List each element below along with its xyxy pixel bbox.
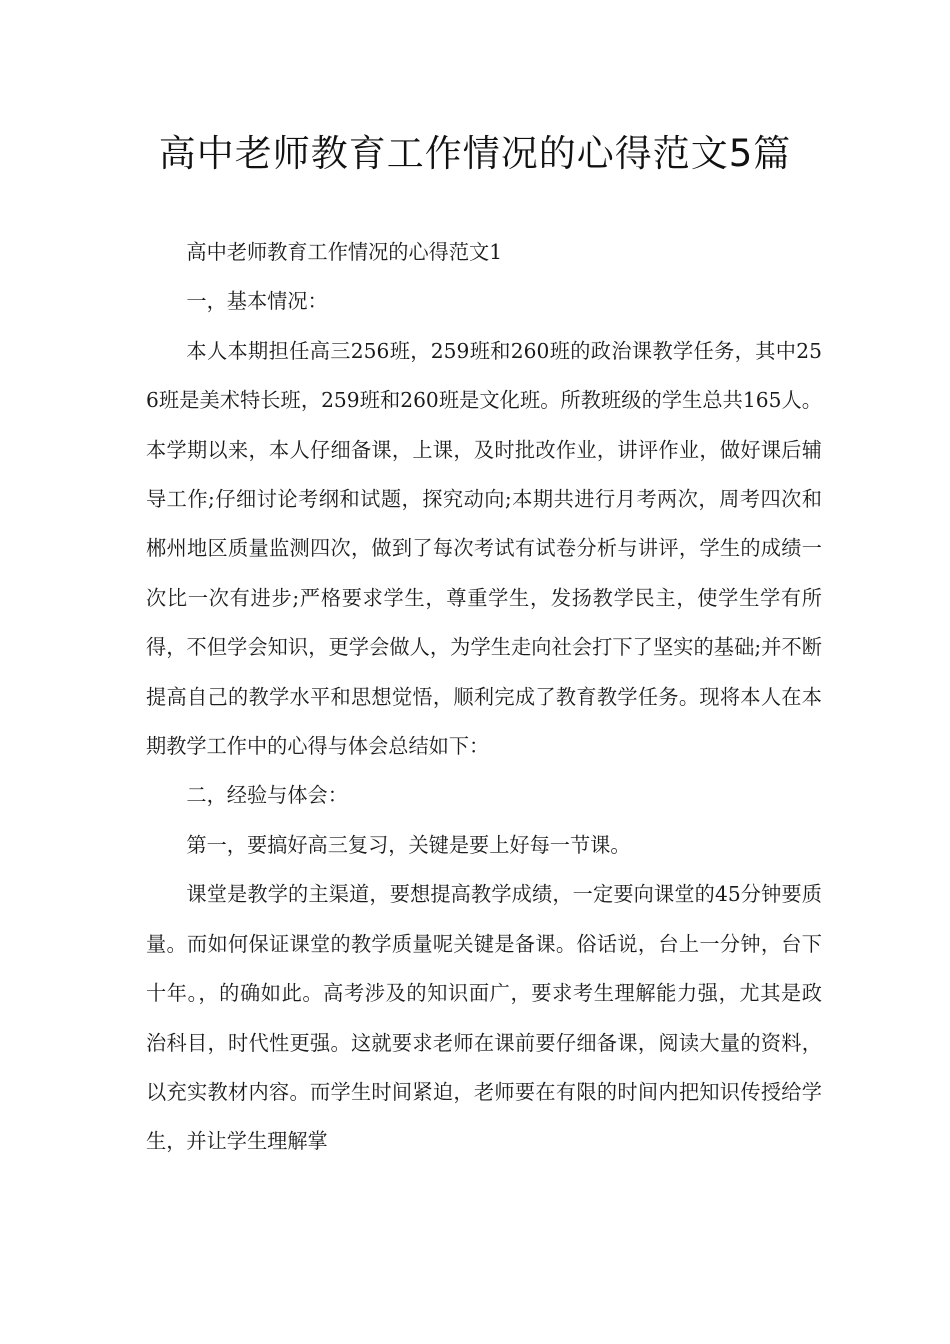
paragraph-basic-situation: 本人本期担任高三256班，259班和260班的政治课教学任务，其中256班是美术特长班，259班和260班是文化班。所教班级的学生总共165人。本学期以来，本人仔细备课，上课，及时批改作业，讲评作业，做好课后辅导工作;仔细讨论考纲和试题，探究动向;本期共进行月考两次，周考四次和郴州地区质量监测四次，做到了每次考试有试卷分析与讲评，学生的成绩一次比一次有进步;严格要求学生，尊重学生，发扬教学民主，使学生学有所得，不但学会知识，更学会做人，为学生走向社会打下了坚实的基础;并不断提高自己的教学水平和思想觉悟，顺利完成了教育教学任务。现将本人在本期教学工作中的心得与体会总结如下： bbox=[146, 338, 822, 759]
document-body bbox=[146, 228, 822, 1167]
paragraph-subtitle: 高中老师教育工作情况的心得范文1 bbox=[186, 240, 503, 264]
paragraph-section-2-heading: 二，经验与体会： bbox=[186, 783, 348, 808]
paragraph-classroom: 课堂是教学的主渠道，要想提高教学成绩，一定要向课堂的45分钟要质量。而如何保证课堂的教学质量呢关键是备课。俗话说，台上一分钟，台下十年。，的确如此。高考涉及的知识面广，要求考生理解能力强，尤其是政治科目，时代性更强。这就要求老师在课前要仔细备课，阅读大量的资料，以充实教材内容。而学生时间紧迫，老师要在有限的时间内把知识传授给学生，并让学生理解掌 bbox=[146, 882, 822, 1154]
paragraph-first-point: 第一，要搞好高三复习，关键是要上好每一节课。 bbox=[186, 832, 631, 857]
document-title: 高中老师教育工作情况的心得范文5篇 bbox=[158, 132, 792, 175]
paragraph-section-1-heading: 一，基本情况： bbox=[186, 289, 328, 314]
